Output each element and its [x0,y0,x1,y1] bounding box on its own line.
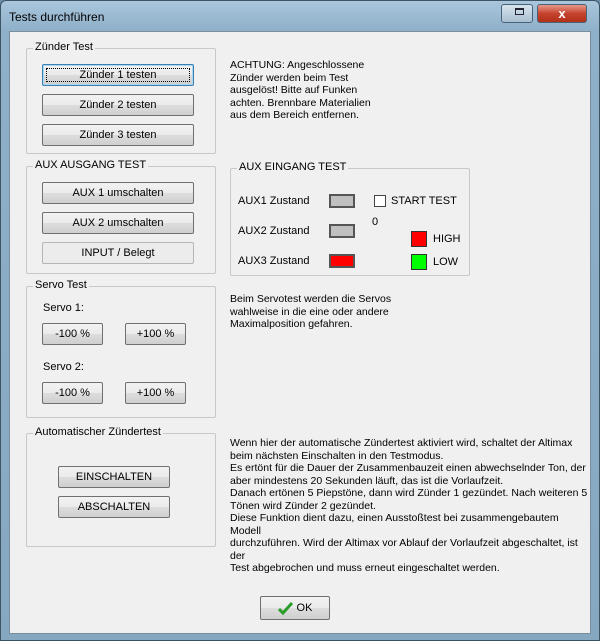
aux-1-toggle-button[interactable]: AUX 1 umschalten [42,182,194,204]
restore-icon [515,8,524,15]
zuender-warning-text [230,59,400,122]
auto-note-text [230,437,590,575]
window-title: Tests durchführen [9,10,105,24]
auto-note-line: Danach ertönen 5 Piepstöne, dann wird Zünder 1 gezündet. Nach weiteren 5 [230,487,588,499]
aux-eingang-legend: AUX EINGANG TEST [239,161,347,173]
ok-label: OK [296,602,313,614]
servo-2-label: Servo 2: [43,361,84,373]
close-icon: x [558,6,566,21]
low-label: LOW [433,256,459,268]
ok-button[interactable] [260,596,330,620]
warning-line: achten. Brennbare Materialien [230,96,371,109]
aux2-state-label: AUX2 Zustand [238,225,310,237]
servo-note-line: Maximalposition gefahren. [230,318,353,330]
auto-note-line: beim nächsten Einschalten in den Testmodus. [230,449,444,462]
aux3-state-label: AUX3 Zustand [238,255,310,267]
focus-rect [46,68,190,82]
high-indicator [411,231,427,247]
aux1-state-label: AUX1 Zustand [238,195,310,207]
auto-zuender-legend: Automatischer Zündertest [35,426,161,438]
zuender-1-test-label: Zünder 1 testen [79,69,157,81]
start-test-label: START TEST [391,195,457,207]
zuender-test-legend: Zünder Test [35,41,93,53]
close-button[interactable] [537,4,587,23]
abschalten-button[interactable]: ABSCHALTEN [58,496,170,518]
auto-note-line: Test abgebrochen und muss erneut eingeschaltet werden. [230,562,500,574]
high-label: HIGH [433,233,461,245]
auto-note-line: Wenn hier der automatische Zündertest aktiviert wird, schaltet der Altimax [230,437,573,449]
zuender-2-test-button[interactable]: Zünder 2 testen [42,94,194,116]
dialog-client-area [9,31,591,634]
check-icon [278,602,293,615]
auto-note-line: durchzuführen. Wird der Altimax vor Ablauf der Vorlaufzeit abgeschaltet, ist der [230,537,578,562]
zuender-3-test-button[interactable]: Zünder 3 testen [42,124,194,146]
servo-note-line: Beim Servotest werden die Servos [230,293,392,305]
warning-line: ausgelöst! Bitte auf Funken [230,84,358,96]
restore-button[interactable] [501,4,533,23]
aux-eingang-group [230,161,470,276]
servo-1-minus-button[interactable]: -100 % [42,323,103,345]
warning-line: ACHTUNG: Angeschlossene [230,59,365,71]
aux-ausgang-legend: AUX AUSGANG TEST [35,159,147,171]
auto-note-line: Tönen wird Zünder 2 gezündet. [230,499,376,512]
servo-note-line: wahlweise in die eine oder andere [230,305,389,318]
auto-note-line: Es ertönt für die Dauer der Zusammenbauzeit einen abwechselnder Ton, der [230,462,586,474]
zuender-test-group [26,41,216,154]
servo-1-label: Servo 1: [43,302,84,314]
aux-counter-value: 0 [372,216,379,228]
servo-note-text [230,293,430,331]
aux3-state-indicator [329,254,355,268]
servo-test-group [26,279,216,418]
aux1-state-indicator [329,194,355,208]
auto-note-line: Diese Funktion dient dazu, einen Ausstoßtest bei zusammengebautem Modell [230,512,559,537]
servo-test-legend: Servo Test [35,279,87,291]
zuender-1-test-button[interactable] [42,64,194,86]
servo-2-plus-button[interactable]: +100 % [125,382,186,404]
auto-note-line: aber mindestens 20 Sekunden läuft, das ist die Vorlaufzeit. [230,474,504,487]
input-belegt-button[interactable]: INPUT / Belegt [42,242,194,264]
aux2-state-indicator [329,224,355,238]
title-bar[interactable] [1,1,599,31]
aux-ausgang-group [26,159,216,274]
servo-1-plus-button[interactable]: +100 % [125,323,186,345]
start-test-checkbox[interactable] [374,195,386,207]
aux-2-toggle-button[interactable]: AUX 2 umschalten [42,212,194,234]
warning-line: aus dem Bereich entfernen. [230,109,359,121]
low-indicator [411,254,427,270]
warning-line: Zünder werden beim Test [230,71,349,84]
auto-zuender-group [26,426,216,547]
servo-2-minus-button[interactable]: -100 % [42,382,103,404]
einschalten-button[interactable]: EINSCHALTEN [58,466,170,488]
